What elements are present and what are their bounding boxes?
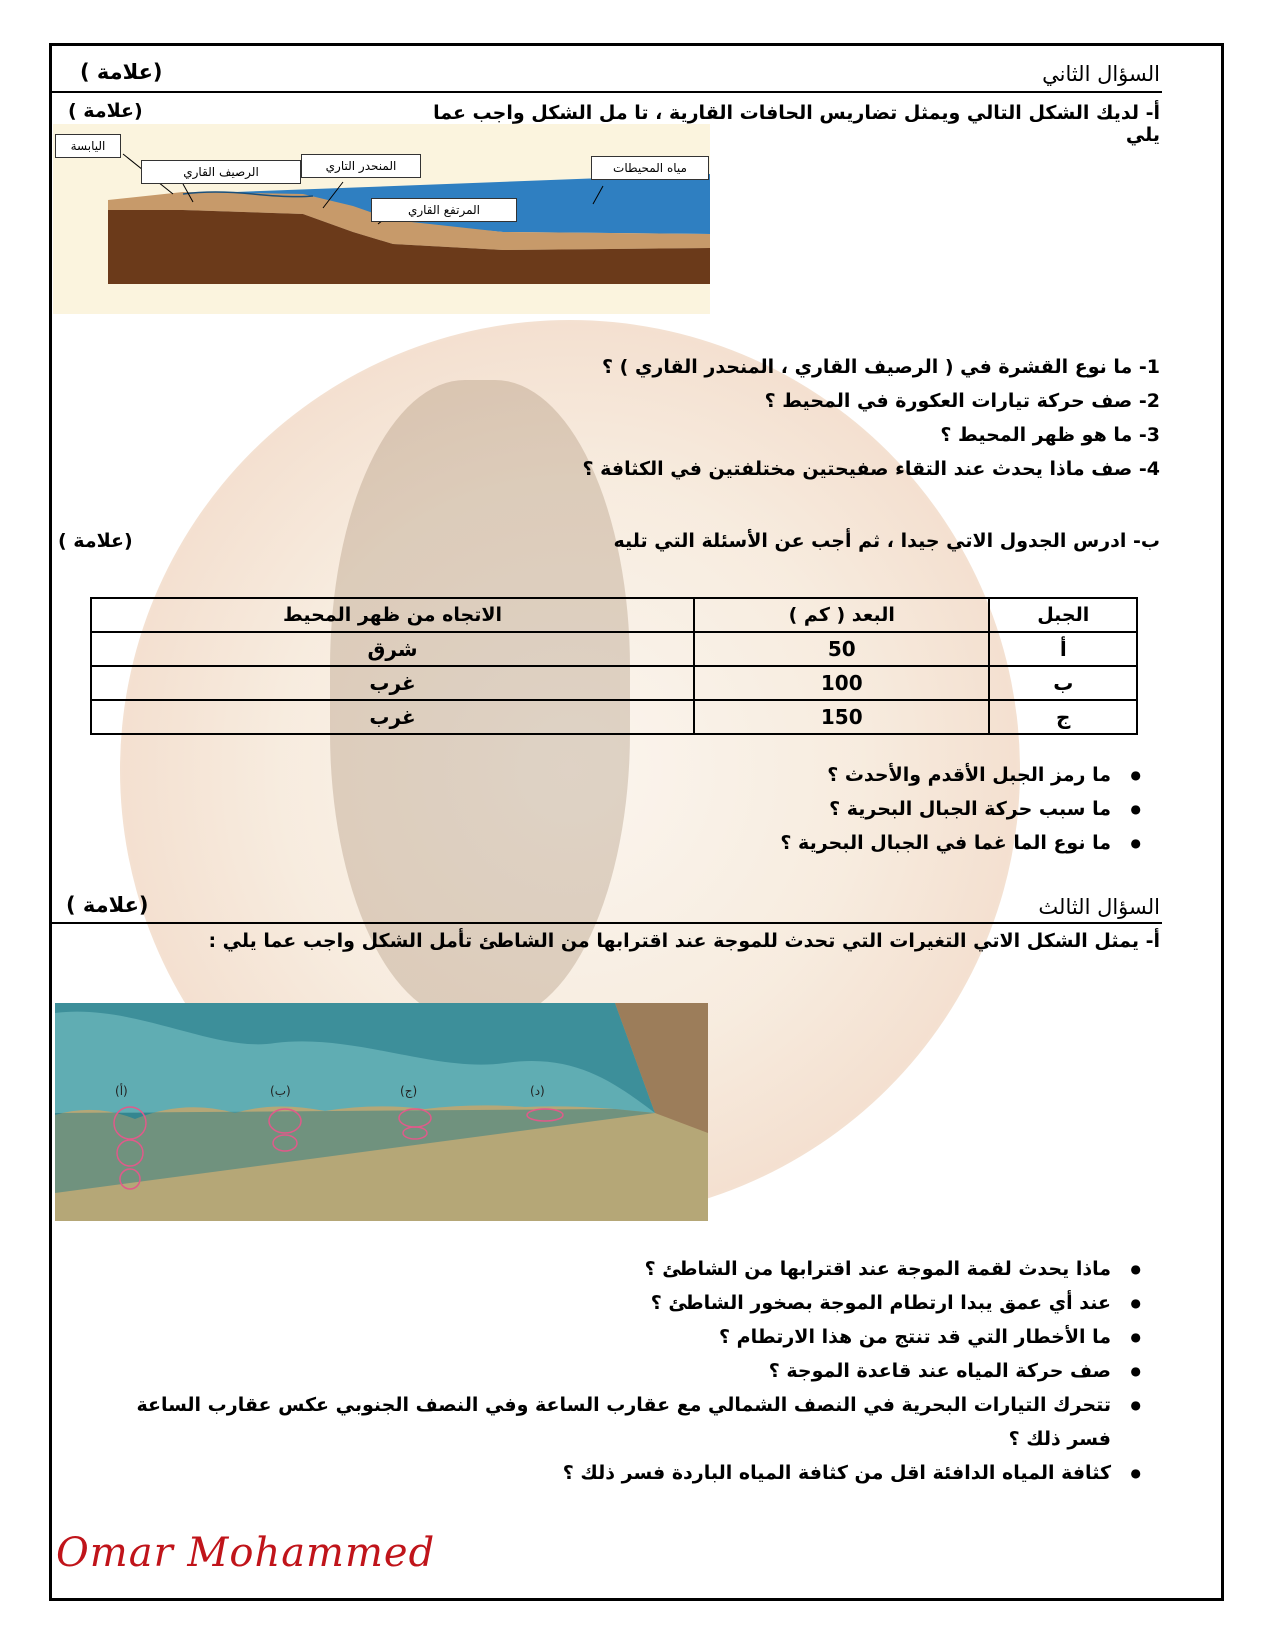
continental-margin-figure: [53, 124, 710, 314]
q2a-question: 3- ما هو ظهر المحيط ؟: [940, 424, 1160, 446]
table-cell: غرب: [91, 666, 694, 700]
q2a-question: 2- صف حركة تيارات العكورة في المحيط ؟: [764, 390, 1160, 412]
list-item: ● ما سبب حركة الجبال البحرية ؟: [645, 792, 1145, 826]
table-cell: ج: [989, 700, 1137, 734]
q3-mark: (علامة ): [66, 893, 149, 917]
wave-label-b: (ب): [270, 1084, 291, 1098]
q2a-questions: [460, 350, 1160, 486]
q2b-mark: (علامة ): [58, 530, 133, 552]
label-shelf: الرصيف القاري: [141, 160, 301, 184]
q2-title: السؤال الثاني: [1042, 62, 1160, 86]
q2b-questions: [645, 758, 1145, 860]
list-item: ● صف حركة المياه عند قاعدة الموجة ؟: [95, 1354, 1145, 1388]
table-cell: غرب: [91, 700, 694, 734]
q3-title: السؤال الثالث: [1038, 895, 1160, 919]
list-item: ● ما الأخطار التي قد تنتج من هذا الارتطام ؟: [95, 1320, 1145, 1354]
q2a-text: أ- لديك الشكل التالي ويمثل تضاريس الحافات القارية ، تا مل الشكل واجب عما يلي: [433, 102, 1160, 146]
table-row: [91, 632, 1137, 666]
wave-diagram: [55, 1003, 708, 1221]
label-land: اليابسة: [55, 134, 121, 158]
mountains-table: [90, 597, 1138, 735]
q2b-text: ب- ادرس الجدول الاتي جيدا ، ثم أجب عن الأسئلة التي تليه: [613, 530, 1160, 552]
table-cell: شرق: [91, 632, 694, 666]
q2-mark: (علامة ): [80, 60, 163, 84]
list-item: ● كثافة المياه الدافئة اقل من كثافة المياه الباردة فسر ذلك ؟: [95, 1456, 1145, 1490]
table-header: الجبل: [989, 598, 1137, 632]
list-item: ● ماذا يحدث لقمة الموجة عند اقترابها من الشاطئ ؟: [95, 1252, 1145, 1286]
wave-figure: [55, 1003, 708, 1221]
table-row: [91, 700, 1137, 734]
label-slope: المنحدر التاري: [301, 154, 421, 178]
table-header-row: [91, 598, 1137, 632]
table-row: [91, 666, 1137, 700]
table-cell: أ: [989, 632, 1137, 666]
q2a-question: 4- صف ماذا يحدث عند التقاء صفيحتين مختلفتين في الكثافة ؟: [582, 458, 1160, 480]
table-header: البعد ( كم ): [694, 598, 989, 632]
list-item: ● تتحرك التيارات البحرية في النصف الشمالي مع عقارب الساعة وفي النصف الجنوبي عكس عقارب الساعة فسر ذلك ؟: [95, 1388, 1145, 1456]
table-cell: 100: [694, 666, 989, 700]
table-header: الاتجاه من ظهر المحيط: [91, 598, 694, 632]
label-rise: المرتفع القاري: [371, 198, 517, 222]
q2a-question: 1- ما نوع القشرة في ( الرصيف القاري ، المنحدر القاري ) ؟: [602, 356, 1160, 378]
list-item: ● ما رمز الجبل الأقدم والأحدث ؟: [645, 758, 1145, 792]
author-signature: Omar Mohammed: [56, 1530, 436, 1576]
table-cell: 150: [694, 700, 989, 734]
label-ocean: مياه المحيطات: [591, 156, 709, 180]
list-item: ● عند أي عمق يبدا ارتطام الموجة بصخور الشاطئ ؟: [95, 1286, 1145, 1320]
wave-label-a: (أ): [115, 1084, 128, 1098]
table-cell: ب: [989, 666, 1137, 700]
list-item: ● ما نوع الما غما في الجبال البحرية ؟: [645, 826, 1145, 860]
wave-label-c: (ج): [400, 1084, 418, 1098]
q3a-questions: [95, 1252, 1145, 1490]
q3-divider: [52, 922, 1162, 924]
wave-label-d: (د): [530, 1084, 545, 1098]
table-cell: 50: [694, 632, 989, 666]
q3a-text: أ- يمثل الشكل الاتي التغيرات التي تحدث للموجة عند اقترابها من الشاطئ تأمل الشكل واجب عما يلي :: [208, 930, 1160, 952]
q2a-mark: (علامة ): [68, 100, 143, 122]
q2-divider: [52, 91, 1162, 93]
